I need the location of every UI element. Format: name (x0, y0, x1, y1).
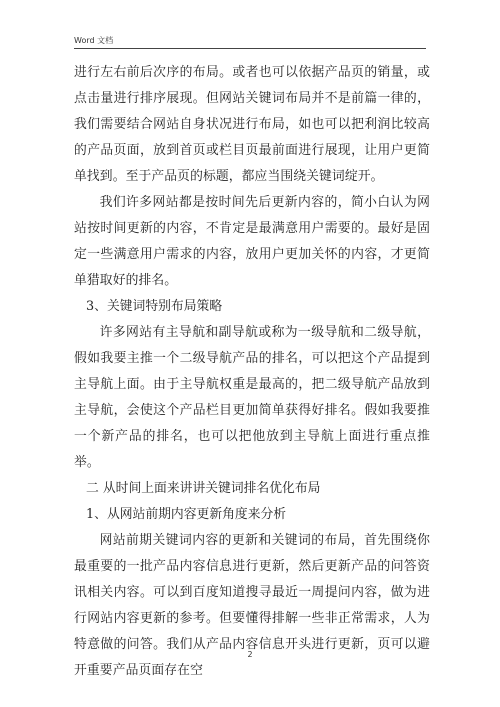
paragraph-early-content: 网站前期关键词内容的更新和关键词的布局，首先围绕你最重要的一批产品内容信息进行更新，然后更新产品的问答资讯相关内容。可以到百度知道搜寻最近一周提问内容，做为进行网站内容更新的参考。但要懂得排解一些非正常需求，人为特意做的问答。我们从产品内容信息开头进行更新，页可以避开重要产品页面存在空 (74, 533, 430, 678)
paragraph-continued: 进行左右前后次序的布局。或者也可以依据产品页的销量，或点击量进行排序展现。但网站关键词布局并不是前篇一律的，我们需要结合网站自身状况进行布局，如也可以把利润比较高的产品页面，放到首页或栏目页最前面进行展现，让用户更简单找到。至于产品页的标题，都应当围绕关键词绽开。 (74, 65, 430, 184)
section-heading-time-layout: 二 从时间上面来讲讲关键词排名优化布局 (86, 481, 321, 496)
paragraph-time-update: 我们许多网站都是按时间先后更新内容的，简小白认为网站按时间更新的内容，不肯定是最满意用户需要的。最好是固定一些满意用户需求的内容，放用户更加关怀的内容，才更简单猎取好的排名。 (74, 195, 430, 288)
page-number: 2 (247, 650, 253, 659)
header-divider (74, 48, 426, 49)
page-header-title: Word 文档 (74, 36, 114, 45)
section-heading-special-layout: 3、关键词特别布局策略 (86, 299, 223, 314)
subsection-heading-early-content: 1、从网站前期内容更新角度来分析 (86, 507, 287, 522)
paragraph-navigation: 许多网站有主导航和副导航或称为一级导航和二级导航，假如我要主推一个二级导航产品的排名，可以把这个产品提到主导航上面。由于主导航权重是最高的，把二级导航产品放到主导航，会使这个产品栏目更加简单获得好排名。假如我要推一个新产品的排名，也可以把他放到主导航上面进行重点推举。 (74, 325, 430, 470)
document-body (74, 60, 430, 684)
